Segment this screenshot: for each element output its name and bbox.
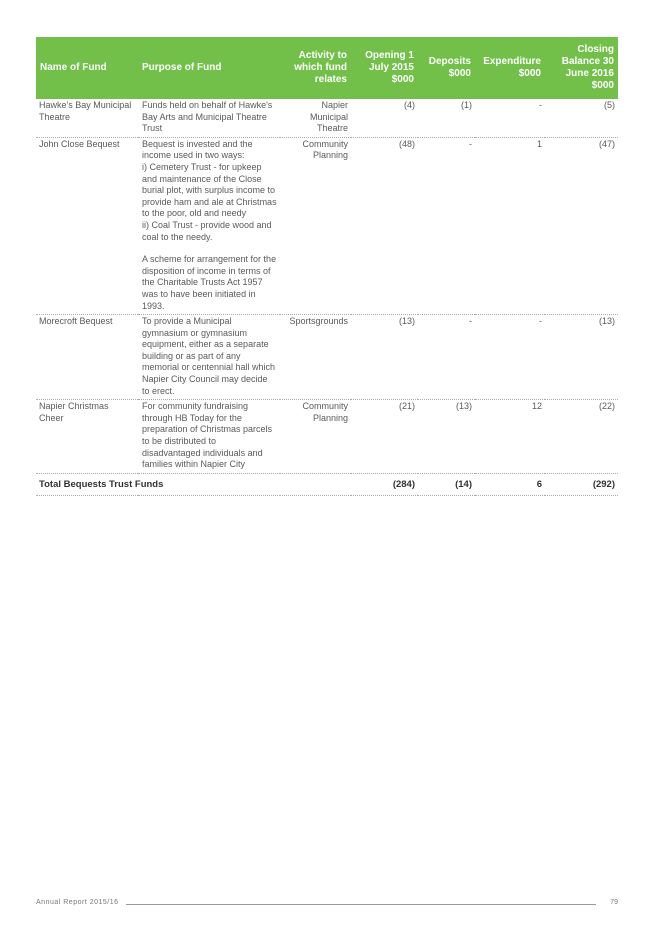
total-closing: (292) [545, 473, 618, 496]
fund-opening: (13) [351, 315, 418, 400]
footer-divider [126, 904, 596, 905]
footer-page-number: 79 [610, 899, 618, 906]
header-purpose-of-fund: Purpose of Fund [138, 37, 280, 99]
fund-purpose [138, 99, 280, 137]
fund-closing: (13) [545, 315, 618, 400]
fund-name: Morecroft Bequest [36, 315, 138, 400]
table-row [36, 315, 618, 400]
fund-closing: (22) [545, 400, 618, 474]
fund-expenditure: - [475, 99, 545, 137]
fund-purpose [138, 137, 280, 314]
fund-activity: Community Planning [280, 400, 351, 474]
header-closing: Closing Balance 30 June 2016 $000 [545, 37, 618, 99]
header-name-of-fund: Name of Fund [36, 37, 138, 99]
fund-deposits: - [418, 315, 475, 400]
fund-opening: (21) [351, 400, 418, 474]
bequests-trust-funds-table [36, 37, 618, 496]
fund-expenditure: 1 [475, 137, 545, 314]
purpose-text: To provide a Municipal gymnasium or gymnasium equipment, either as a separate building or as part of any memorial or centennial hall which Napier City Council may decide to erect. [142, 316, 276, 396]
table-total-row [36, 473, 618, 496]
fund-expenditure: - [475, 315, 545, 400]
purpose-text: ii) Coal Trust - provide wood and coal to the needy. [142, 219, 272, 242]
footer-report-title: Annual Report 2015/16 [36, 899, 119, 906]
fund-name: John Close Bequest [36, 137, 138, 314]
fund-opening: (4) [351, 99, 418, 137]
paragraph-gap [142, 243, 277, 254]
fund-closing: (47) [545, 137, 618, 314]
fund-expenditure: 12 [475, 400, 545, 474]
table-row [36, 400, 618, 474]
table-row [36, 99, 618, 137]
fund-purpose [138, 400, 280, 474]
purpose-text: Funds held on behalf of Hawke's Bay Arts and Municipal Theatre Trust [142, 100, 273, 134]
table-header-row [36, 37, 618, 99]
fund-purpose [138, 315, 280, 400]
fund-closing: (5) [545, 99, 618, 137]
fund-activity: Napier Municipal Theatre [280, 99, 351, 137]
total-expenditure: 6 [475, 473, 545, 496]
total-deposits: (14) [418, 473, 475, 496]
header-deposits: Deposits $000 [418, 37, 475, 99]
header-activity: Activity to which fund relates [280, 37, 351, 99]
fund-deposits: (1) [418, 99, 475, 137]
fund-name: Hawke's Bay Municipal Theatre [36, 99, 138, 137]
purpose-text: i) Cemetery Trust - for upkeep and maintenance of the Close burial plot, with surplus income to provide ham and ale at Christmas to the poor, old and needy [142, 161, 277, 219]
fund-deposits: - [418, 137, 475, 314]
purpose-text: A scheme for arrangement for the disposition of income in terms of the Charitable Trusts Act 1957 was to have been initiated in 1993. [142, 254, 277, 311]
header-expenditure: Expenditure $000 [475, 37, 545, 99]
fund-deposits: (13) [418, 400, 475, 474]
page-footer [36, 899, 618, 911]
fund-activity: Sportsgrounds [280, 315, 351, 400]
purpose-text: For community fundraising through HB Today for the preparation of Christmas parcels to be distributed to disadvantaged individuals and families within Napier City [142, 401, 273, 470]
purpose-text: Bequest is invested and the income used in two ways: [142, 138, 253, 161]
fund-activity: Community Planning [280, 137, 351, 314]
fund-opening: (48) [351, 137, 418, 314]
total-label: Total Bequests Trust Funds [36, 473, 351, 496]
total-opening: (284) [351, 473, 418, 496]
table-row [36, 137, 618, 314]
fund-name: Napier Christmas Cheer [36, 400, 138, 474]
header-opening: Opening 1 July 2015 $000 [351, 37, 418, 99]
bequests-table-container [36, 37, 618, 496]
